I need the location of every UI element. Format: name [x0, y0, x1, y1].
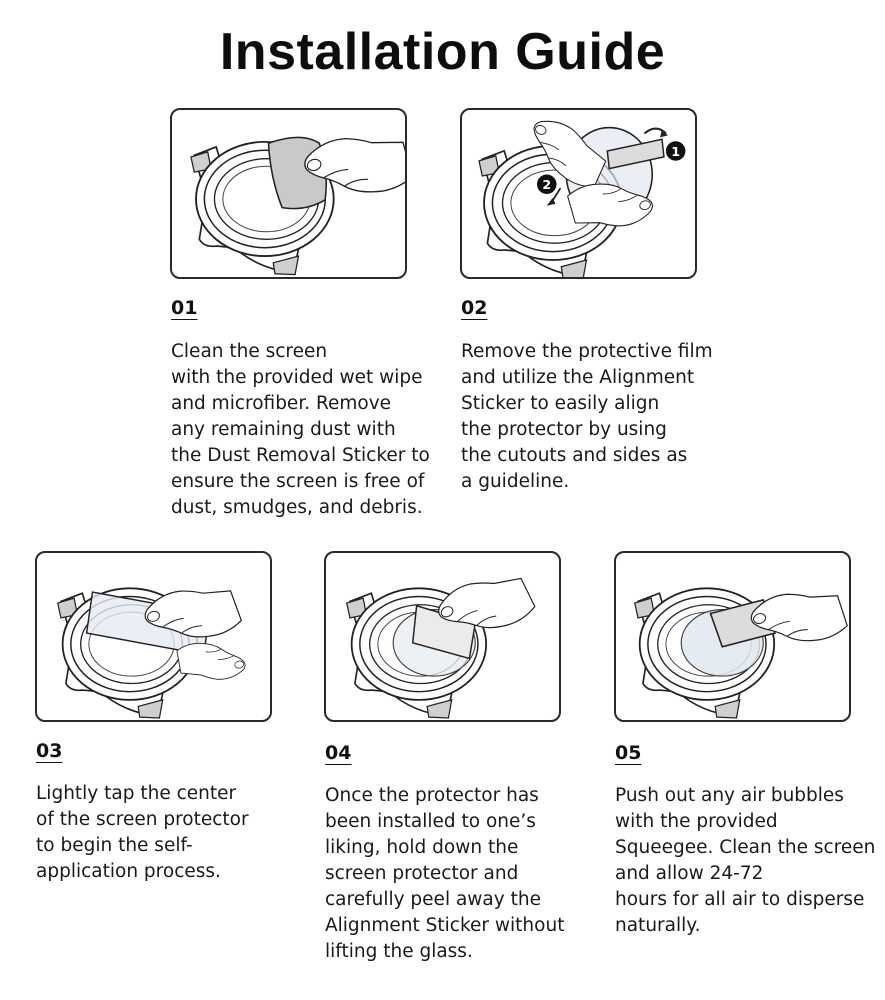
description-line: lifting the glass. [325, 941, 473, 962]
step-02-illustration [460, 108, 697, 279]
page-title: Installation Guide [219, 23, 666, 81]
description-line: any remaining dust with [171, 419, 396, 440]
step-number: 03 [36, 740, 63, 762]
description-line: dust, smudges, and debris. [171, 497, 423, 518]
svg-text:2: 2 [542, 177, 552, 193]
step-05-illustration [614, 551, 851, 722]
svg-text:1: 1 [671, 143, 681, 159]
description-line: carefully peel away the [325, 889, 541, 910]
description-line: liking, hold down the [325, 837, 519, 858]
description-line: and utilize the Alignment [461, 367, 695, 388]
step-01-illustration [170, 108, 407, 279]
step-number: 02 [461, 297, 488, 319]
description-line: Once the protector has [325, 785, 539, 806]
step-description [36, 781, 249, 885]
description-line: a guideline. [461, 471, 570, 492]
description-line: hours for all air to disperse [615, 889, 865, 910]
step-number: 01 [171, 297, 198, 319]
description-line: the cutouts and sides as [461, 445, 688, 466]
description-line: application process. [36, 861, 221, 882]
description-line: naturally. [615, 915, 701, 936]
step-number: 05 [615, 742, 642, 764]
step-04-illustration [324, 551, 561, 722]
description-line: to begin the self- [36, 835, 193, 856]
step-description [615, 783, 875, 939]
description-line: and microfiber. Remove [171, 393, 392, 414]
description-line: screen protector and [325, 863, 519, 884]
step-description [325, 783, 564, 965]
step-03-illustration [35, 551, 272, 722]
description-line: the protector by using [461, 419, 667, 440]
description-line: been installed to one’s [325, 811, 536, 832]
description-line: and allow 24-72 [615, 863, 764, 884]
description-line: Lightly tap the center [36, 783, 237, 804]
description-line: Push out any air bubbles [615, 785, 844, 806]
description-line: the Dust Removal Sticker to [171, 445, 430, 466]
step-description [461, 339, 713, 495]
description-line: Remove the protective film [461, 341, 713, 362]
description-line: Clean the screen [171, 341, 328, 362]
description-line: Alignment Sticker without [325, 915, 565, 936]
description-line: of the screen protector [36, 809, 249, 830]
step-description [171, 339, 430, 521]
description-line: with the provided [615, 811, 778, 832]
description-line: ensure the screen is free of [171, 471, 425, 492]
description-line: Squeegee. Clean the screen [615, 837, 876, 858]
step-number: 04 [325, 742, 352, 764]
description-line: Sticker to easily align [461, 393, 660, 414]
description-line: with the provided wet wipe [171, 367, 423, 388]
